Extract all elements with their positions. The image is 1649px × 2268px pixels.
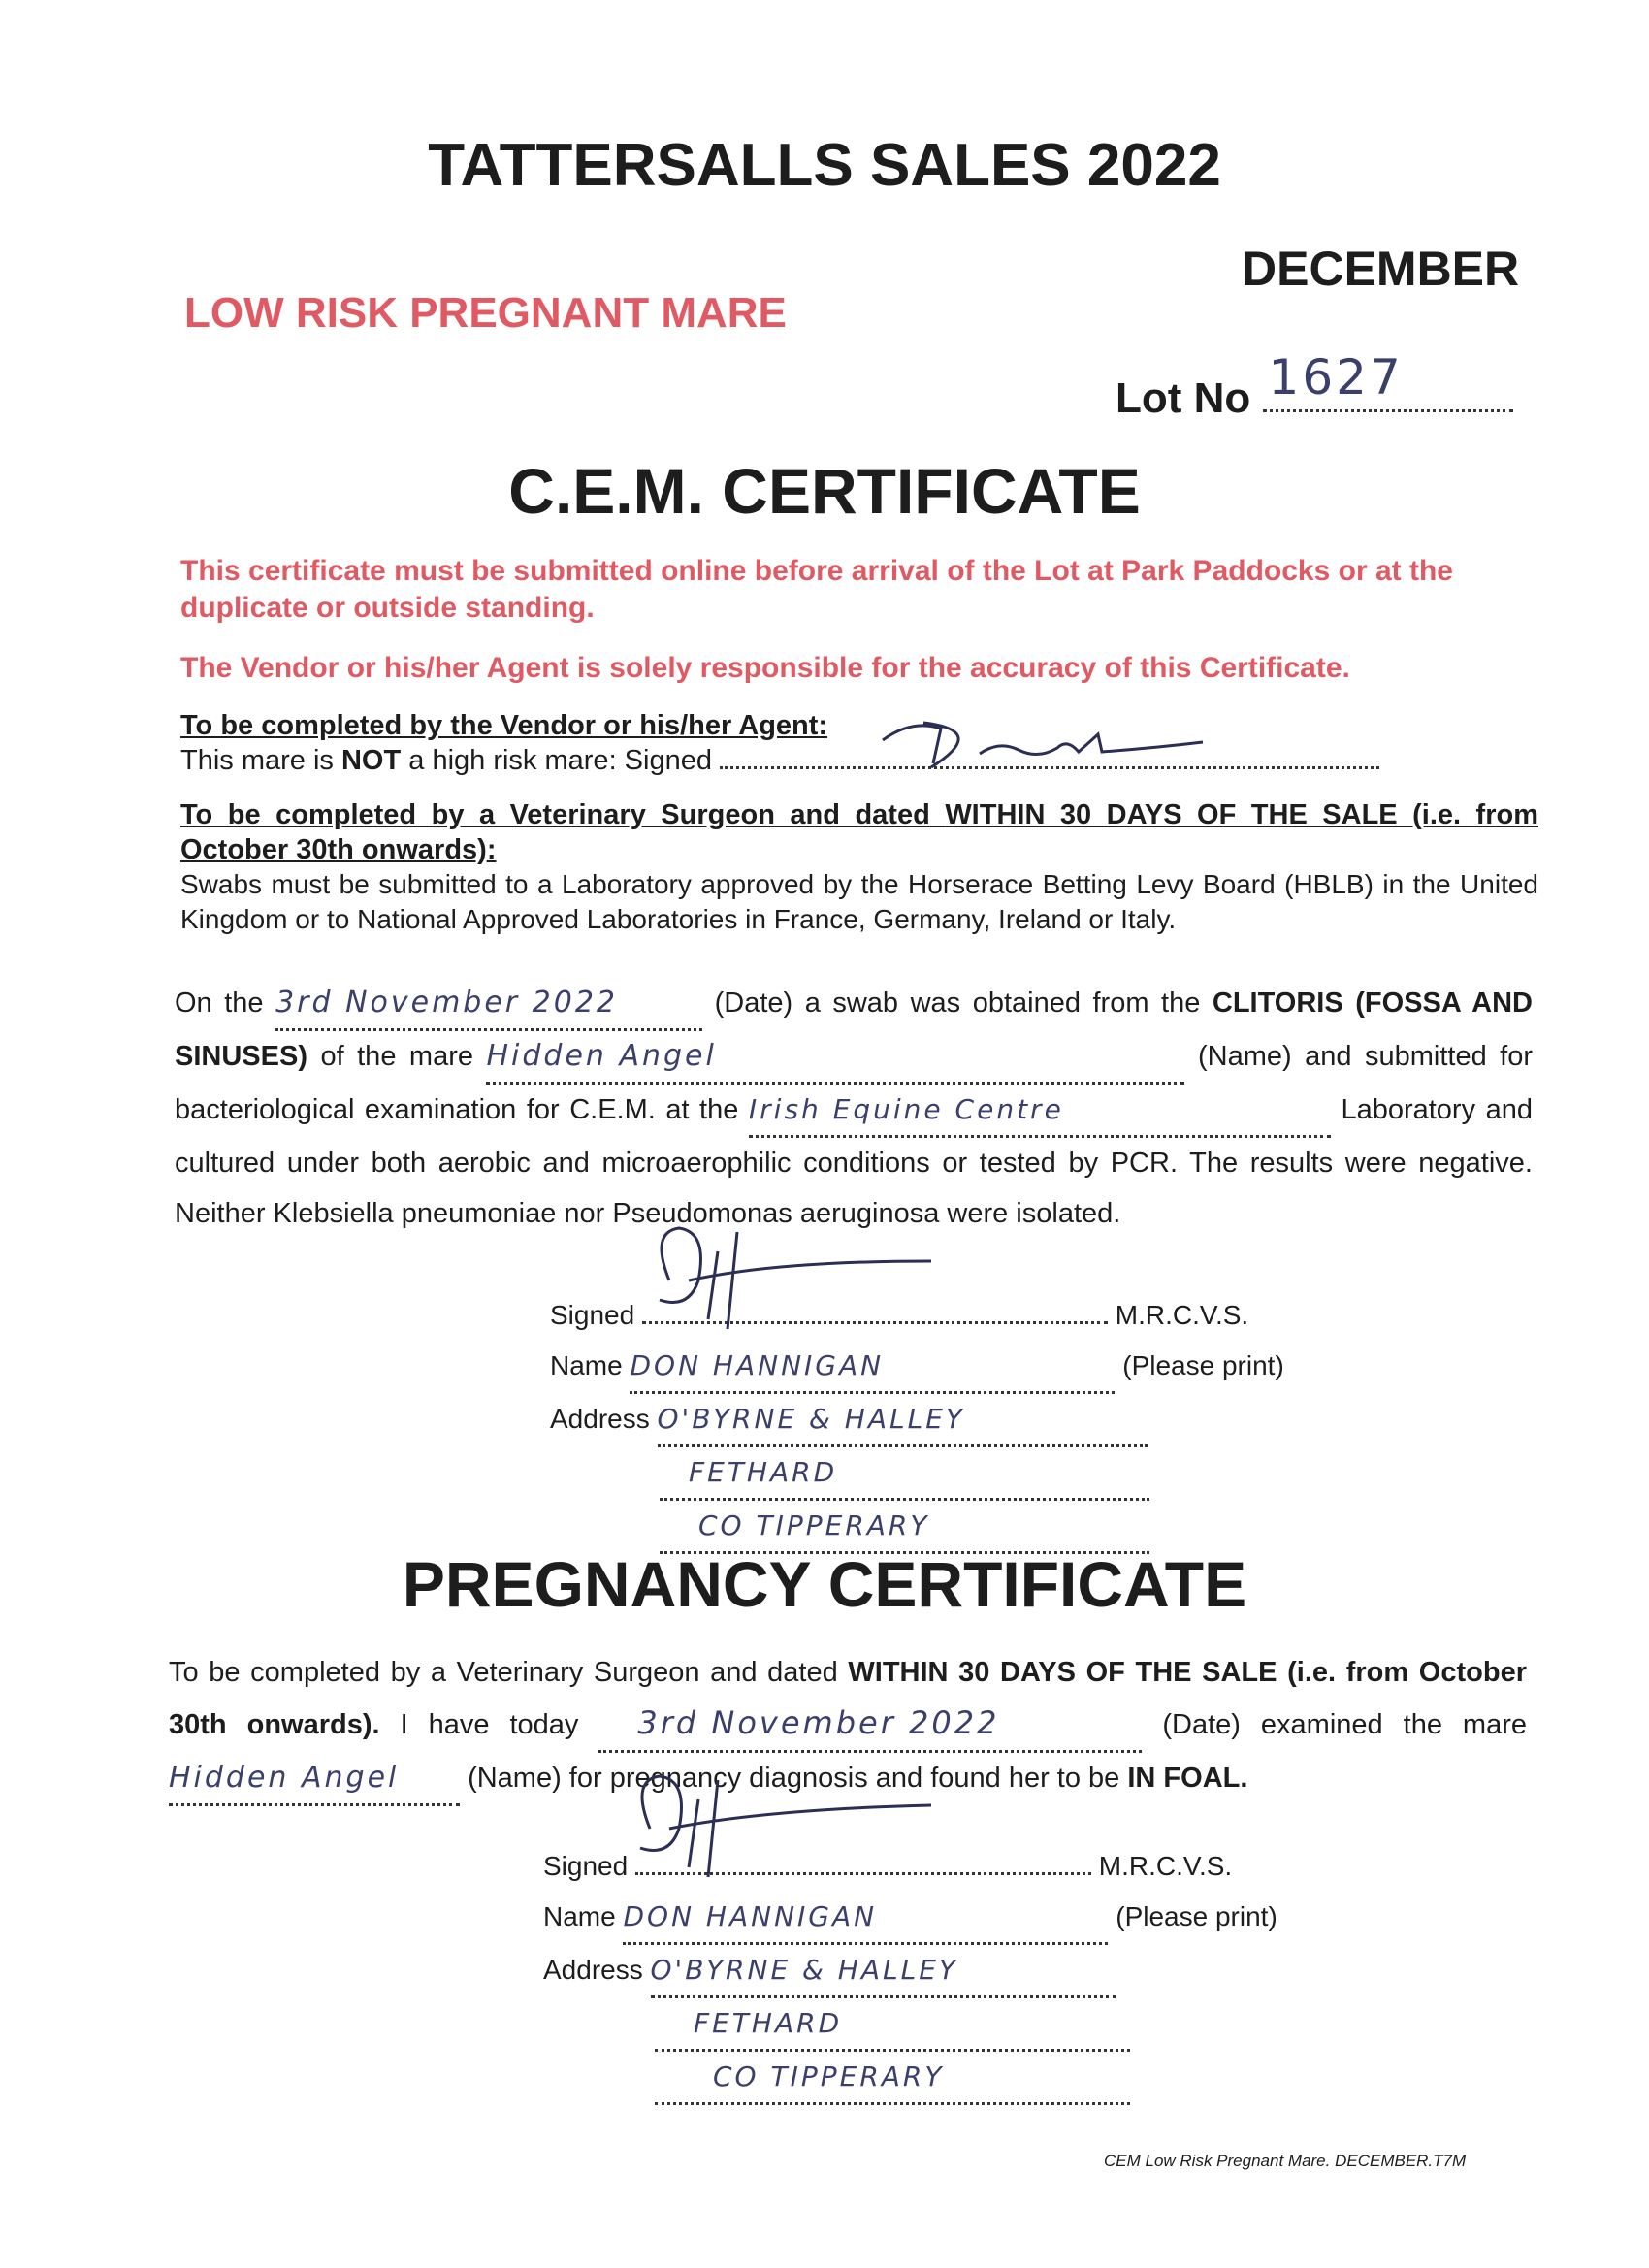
cem-address-line-3: CO TIPPERARY: [660, 1501, 1149, 1554]
pregnancy-vet-name-field: [623, 1892, 1108, 1945]
lot-number-field: [1116, 349, 1513, 423]
cem-date-field: [275, 978, 702, 1031]
document-footer-code: CEM Low Risk Pregnant Mare. DECEMBER.T7M: [1104, 2152, 1467, 2170]
vendor-heading: To be completed by the Vendor or his/her Agent:: [180, 710, 828, 741]
pregnancy-address-line-2: FETHARD: [655, 1998, 1130, 2052]
cem-certificate-title: C.E.M. CERTIFICATE: [508, 455, 1141, 527]
cem-address-line-2: FETHARD: [660, 1447, 1149, 1501]
cem-vet-name-field: [630, 1341, 1115, 1394]
pregnancy-date-field: [598, 1698, 1142, 1753]
cem-laboratory-value: Irish Equine Centre: [748, 1093, 1064, 1125]
lot-number-value: 1627: [1268, 349, 1404, 405]
cem-vet-name-value: DON HANNIGAN: [630, 1349, 885, 1381]
cem-address-line-1: O'BYRNE & HALLEY: [658, 1394, 1148, 1447]
document-title: TATTERSALLS SALES 2022: [428, 132, 1221, 199]
cem-mare-value: Hidden Angel: [486, 1039, 717, 1073]
pregnancy-mare-field: [169, 1753, 460, 1806]
cem-laboratory-field: [749, 1085, 1331, 1138]
pregnancy-address-line-1: O'BYRNE & HALLEY: [651, 1945, 1116, 1998]
pregnancy-date-value: 3rd November 2022: [637, 1704, 1000, 1741]
pregnancy-vet-name-value: DON HANNIGAN: [623, 1900, 878, 1932]
pregnancy-signature-line: [635, 1872, 1091, 1875]
vendor-signature-line: [720, 766, 1379, 769]
pregnancy-mare-value: Hidden Angel: [169, 1761, 400, 1795]
cem-swab-statement: On the 3rd November 2022 (Date) a swab was obtained from the CLITORIS (FOSSA AND SINUSES) of the mare Hidden Angel (Name) and submitted for bacteriological examination for C.E.M. at the Irish Equine Centre Laboratory and cultured under both aerobic and microaerophilic conditions or tested by PCR. The results were negative. Neither Klebsiella pneumoniae nor Pseudomonas aeruginosa were isolated.: [175, 978, 1533, 1239]
swab-requirements: Swabs must be submitted to a Laboratory approved by the Horserace Betting Levy Board (HBLB) in the United Kingdom or to National Approved Laboratories in France, Germany, Ireland or Italy.: [180, 869, 1538, 934]
mare-category: LOW RISK PREGNANT MARE: [184, 289, 787, 337]
cem-mare-field: [486, 1031, 1184, 1085]
vet-heading: To be completed by a Veterinary Surgeon and dated WITHIN 30 DAYS OF THE SALE (i.e. from October 30th onwards):: [180, 799, 1538, 865]
pregnancy-vet-signature-block: Signed M.R.C.V.S. Name DON HANNIGAN (Please print) Address O'BYRNE & HALLEY FETHARD CO TIPPERARY: [543, 1841, 1319, 2105]
cem-vet-signature-block: Signed M.R.C.V.S. Name DON HANNIGAN (Please print) Address O'BYRNE & HALLEY FETHARD CO TIPPERARY: [550, 1290, 1326, 1554]
vendor-declaration: This mare is NOT a high risk mare: Signed: [180, 743, 1538, 778]
pregnancy-certificate-title: PREGNANCY CERTIFICATE: [402, 1548, 1247, 1620]
vet-section: [180, 797, 1538, 937]
submission-notice: This certificate must be submitted online before arrival of the Lot at Park Paddocks or at the duplicate or outside standing.: [180, 555, 1453, 624]
responsibility-notice: The Vendor or his/her Agent is solely responsible for the accuracy of this Certificate.: [180, 652, 1350, 684]
cem-signature-line: [642, 1321, 1108, 1324]
cem-date-value: 3rd November 2022: [275, 986, 619, 1020]
sale-month: DECEMBER: [1242, 242, 1520, 296]
pregnancy-statement: To be completed by a Veterinary Surgeon and dated WITHIN 30 DAYS OF THE SALE (i.e. from October 30th onwards). I have today 3rd November 2022 (Date) examined the mare Hidden Angel (Name) for pregnancy diagnosis and found her to be IN FOAL.: [169, 1647, 1527, 1806]
lot-label: Lot No: [1116, 374, 1251, 422]
pregnancy-address-line-3: CO TIPPERARY: [655, 2052, 1130, 2105]
vendor-section: [180, 708, 1538, 778]
